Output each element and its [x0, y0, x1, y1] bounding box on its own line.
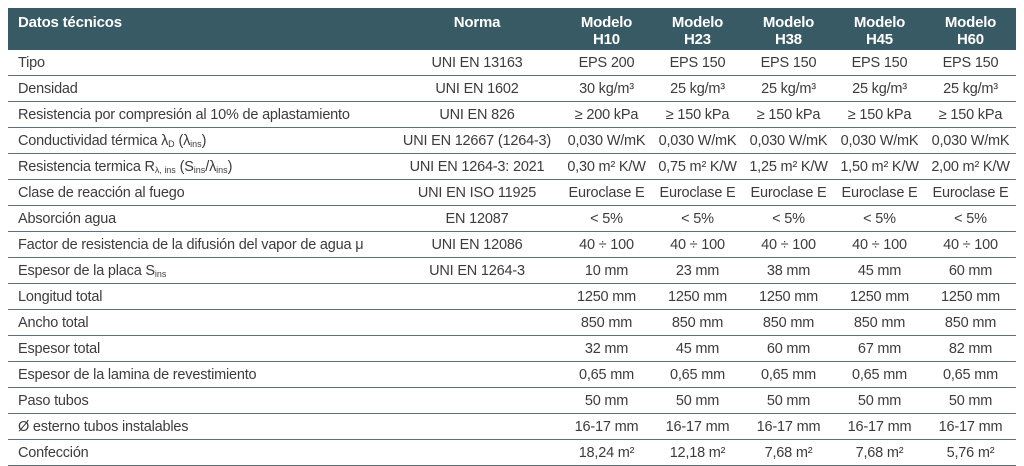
row-value-h38: 7,68 m²	[743, 440, 834, 466]
table-row	[8, 284, 1016, 310]
table-row	[8, 336, 1016, 362]
row-norma	[393, 388, 561, 414]
row-value-h45: 50 mm	[834, 388, 925, 414]
row-value-h10: 0,030 W/mK	[561, 128, 652, 154]
table-row	[8, 206, 1016, 232]
row-value-h23: 12,18 m²	[652, 440, 743, 466]
table-row	[8, 180, 1016, 206]
row-value-h60: EPS 150	[925, 50, 1016, 76]
row-value-h23: 25 kg/m³	[652, 76, 743, 102]
row-value-h60: Euroclase E	[925, 180, 1016, 206]
row-value-h23: 40 ÷ 100	[652, 232, 743, 258]
row-value-h60: 5,76 m²	[925, 440, 1016, 466]
header-modelo-h60: Modelo H60	[925, 8, 1016, 50]
row-label: Resistencia termica $R_{\lambda, ins}$ $(S_{ins}/\lambda_{ins})$	[8, 154, 393, 180]
row-value-h45: 45 mm	[834, 258, 925, 284]
row-value-h45: 1,50 m² K/W	[834, 154, 925, 180]
row-label: Densidad	[8, 76, 393, 102]
row-value-h45: 40 ÷ 100	[834, 232, 925, 258]
row-label: Espesor de la placa $S_{ins}$	[8, 258, 393, 284]
row-value-h60: 0,030 W/mK	[925, 128, 1016, 154]
header-modelo-h45: Modelo H45	[834, 8, 925, 50]
row-value-h45: 0,65 mm	[834, 362, 925, 388]
row-value-h23: 1250 mm	[652, 284, 743, 310]
row-norma	[393, 414, 561, 440]
row-value-h60: 40 ÷ 100	[925, 232, 1016, 258]
table-row	[8, 50, 1016, 76]
header-modelo-h38: Modelo H38	[743, 8, 834, 50]
row-label: Absorción agua	[8, 206, 393, 232]
row-norma: UNI EN 13163	[393, 50, 561, 76]
row-value-h38: ≥ 150 kPa	[743, 102, 834, 128]
row-value-h45: 16-17 mm	[834, 414, 925, 440]
table-body	[8, 50, 1016, 466]
row-value-h23: EPS 150	[652, 50, 743, 76]
row-value-h60: 60 mm	[925, 258, 1016, 284]
row-label: Longitud total	[8, 284, 393, 310]
row-label: Factor de resistencia de la difusión del vapor de agua μ	[8, 232, 393, 258]
row-value-h60: ≥ 150 kPa	[925, 102, 1016, 128]
table-row	[8, 440, 1016, 466]
row-value-h23: 0,030 W/mK	[652, 128, 743, 154]
header-row	[8, 8, 1016, 50]
header-norma: Norma	[393, 8, 561, 50]
row-value-h45: 7,68 m²	[834, 440, 925, 466]
row-label: Espesor total	[8, 336, 393, 362]
row-value-h23: 50 mm	[652, 388, 743, 414]
row-value-h45: 1250 mm	[834, 284, 925, 310]
row-value-h38: 60 mm	[743, 336, 834, 362]
row-value-h60: < 5%	[925, 206, 1016, 232]
row-value-h10: Euroclase E	[561, 180, 652, 206]
row-value-h60: 16-17 mm	[925, 414, 1016, 440]
row-label: Ø esterno tubos instalables	[8, 414, 393, 440]
row-value-h38: 25 kg/m³	[743, 76, 834, 102]
row-value-h38: 1,25 m² K/W	[743, 154, 834, 180]
technical-data-table	[8, 8, 1016, 466]
row-value-h60: 1250 mm	[925, 284, 1016, 310]
row-value-h23: 45 mm	[652, 336, 743, 362]
row-value-h10: 10 mm	[561, 258, 652, 284]
table-row	[8, 258, 1016, 284]
row-value-h38: EPS 150	[743, 50, 834, 76]
row-value-h10: 40 ÷ 100	[561, 232, 652, 258]
row-value-h38: Euroclase E	[743, 180, 834, 206]
table-row	[8, 128, 1016, 154]
row-norma: EN 12087	[393, 206, 561, 232]
table-row	[8, 76, 1016, 102]
row-value-h45: Euroclase E	[834, 180, 925, 206]
row-value-h10: 32 mm	[561, 336, 652, 362]
row-label: Clase de reacción al fuego	[8, 180, 393, 206]
row-value-h10: 16-17 mm	[561, 414, 652, 440]
row-value-h38: 40 ÷ 100	[743, 232, 834, 258]
row-value-h23: 0,65 mm	[652, 362, 743, 388]
row-value-h23: 0,75 m² K/W	[652, 154, 743, 180]
row-value-h23: 850 mm	[652, 310, 743, 336]
row-norma: UNI EN 1264-3	[393, 258, 561, 284]
row-value-h60: 82 mm	[925, 336, 1016, 362]
row-norma	[393, 336, 561, 362]
row-value-h23: 23 mm	[652, 258, 743, 284]
row-value-h60: 2,00 m² K/W	[925, 154, 1016, 180]
row-norma: UNI EN 1264-3: 2021	[393, 154, 561, 180]
row-value-h23: Euroclase E	[652, 180, 743, 206]
row-value-h38: 38 mm	[743, 258, 834, 284]
table-row	[8, 414, 1016, 440]
row-label: Paso tubos	[8, 388, 393, 414]
row-value-h45: 67 mm	[834, 336, 925, 362]
row-label: Ancho total	[8, 310, 393, 336]
row-value-h10: 0,30 m² K/W	[561, 154, 652, 180]
row-value-h38: 0,65 mm	[743, 362, 834, 388]
row-value-h10: < 5%	[561, 206, 652, 232]
row-value-h10: 30 kg/m³	[561, 76, 652, 102]
row-value-h38: 850 mm	[743, 310, 834, 336]
row-value-h38: 50 mm	[743, 388, 834, 414]
row-norma: UNI EN 826	[393, 102, 561, 128]
row-value-h60: 850 mm	[925, 310, 1016, 336]
row-value-h23: 16-17 mm	[652, 414, 743, 440]
row-value-h45: ≥ 150 kPa	[834, 102, 925, 128]
table-row	[8, 154, 1016, 180]
row-value-h38: 1250 mm	[743, 284, 834, 310]
row-value-h38: 0,030 W/mK	[743, 128, 834, 154]
header-modelo-h10: Modelo H10	[561, 8, 652, 50]
row-norma: UNI EN 12086	[393, 232, 561, 258]
header-modelo-h23: Modelo H23	[652, 8, 743, 50]
row-label: Resistencia por compresión al 10% de aplastamiento	[8, 102, 393, 128]
table-row	[8, 388, 1016, 414]
row-value-h38: < 5%	[743, 206, 834, 232]
row-value-h60: 50 mm	[925, 388, 1016, 414]
row-value-h10: 850 mm	[561, 310, 652, 336]
row-value-h45: 0,030 W/mK	[834, 128, 925, 154]
row-value-h23: ≥ 150 kPa	[652, 102, 743, 128]
row-norma	[393, 310, 561, 336]
row-label: Conductividad térmica $\lambda_D$ $(\lambda_{ins})$	[8, 128, 393, 154]
row-value-h10: EPS 200	[561, 50, 652, 76]
row-value-h45: 25 kg/m³	[834, 76, 925, 102]
table-row	[8, 310, 1016, 336]
row-value-h10: 1250 mm	[561, 284, 652, 310]
row-norma: UNI EN 12667 (1264-3)	[393, 128, 561, 154]
row-value-h10: ≥ 200 kPa	[561, 102, 652, 128]
row-label: Tipo	[8, 50, 393, 76]
row-value-h45: EPS 150	[834, 50, 925, 76]
row-value-h38: 16-17 mm	[743, 414, 834, 440]
row-label: Espesor de la lamina de revestimiento	[8, 362, 393, 388]
row-norma	[393, 284, 561, 310]
row-value-h10: 50 mm	[561, 388, 652, 414]
row-value-h60: 0,65 mm	[925, 362, 1016, 388]
row-norma	[393, 362, 561, 388]
table-row	[8, 362, 1016, 388]
row-value-h10: 18,24 m²	[561, 440, 652, 466]
row-value-h45: < 5%	[834, 206, 925, 232]
table-row	[8, 102, 1016, 128]
row-value-h10: 0,65 mm	[561, 362, 652, 388]
header-datos-tecnicos: Datos técnicos	[8, 8, 393, 50]
row-value-h45: 850 mm	[834, 310, 925, 336]
row-value-h23: < 5%	[652, 206, 743, 232]
row-label: Confección	[8, 440, 393, 466]
row-value-h60: 25 kg/m³	[925, 76, 1016, 102]
table-row	[8, 232, 1016, 258]
row-norma: UNI EN ISO 11925	[393, 180, 561, 206]
row-norma: UNI EN 1602	[393, 76, 561, 102]
row-norma	[393, 440, 561, 466]
